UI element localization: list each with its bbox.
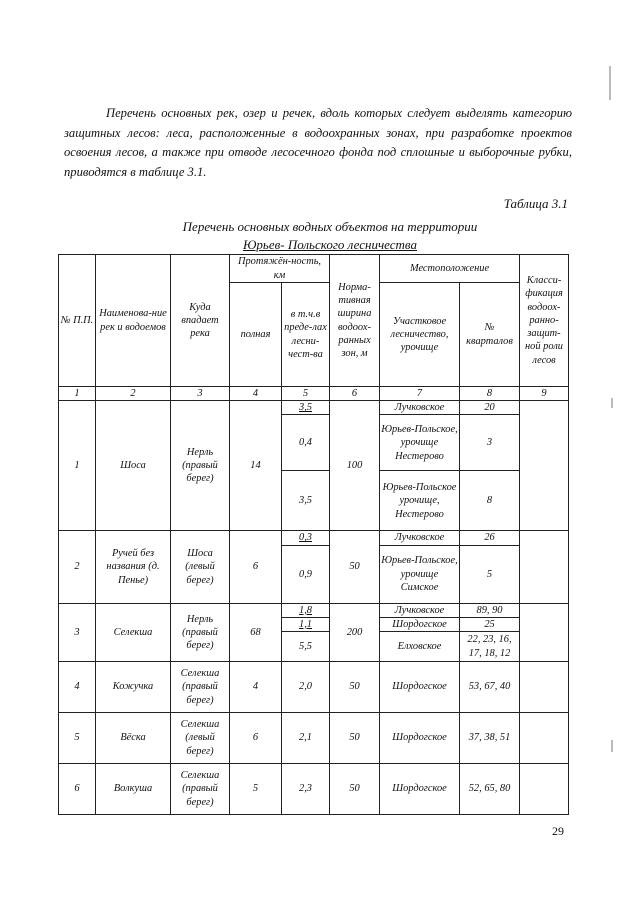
header-num: № П.П.: [59, 255, 96, 387]
row-width: 50: [330, 662, 380, 713]
header-classification: Класси-фикация водоох-ранно-защит-ной роли лесов: [520, 255, 569, 387]
col-number: 9: [520, 387, 569, 401]
row-quarters: 20: [460, 401, 520, 415]
row-num: 6: [59, 764, 96, 815]
row-length-forest: 2,1: [282, 713, 330, 764]
col-number: 5: [282, 387, 330, 401]
header-quarters: № кварталов: [460, 283, 520, 387]
row-quarters: 25: [460, 617, 520, 631]
col-number: 1: [59, 387, 96, 401]
header-length-full: полная: [230, 283, 282, 387]
row-district: Елховское: [380, 632, 460, 662]
header-district: Участковое лесничество, урочище: [380, 283, 460, 387]
row-width: 100: [330, 401, 380, 531]
water-bodies-table: [58, 254, 569, 815]
row-length-forest: 5,5: [282, 632, 330, 662]
row-classification: [520, 401, 569, 531]
row-district: Юрьев-Польское, урочище Симское: [380, 545, 460, 603]
row-outflow: Шоса (левый берег): [171, 531, 230, 603]
row-name: Волкуша: [96, 764, 171, 815]
page-number: 29: [552, 824, 564, 838]
row-width: 50: [330, 764, 380, 815]
row-outflow: Селекша (правый берег): [171, 764, 230, 815]
row-quarters: 5: [460, 545, 520, 603]
row-num: 4: [59, 662, 96, 713]
row-length-forest: 2,0: [282, 662, 330, 713]
row-quarters: 53, 67, 40: [460, 662, 520, 713]
row-district: Шордогское: [380, 662, 460, 713]
col-number: 7: [380, 387, 460, 401]
header-location: Местоположение: [380, 255, 520, 283]
header-name: Наименова-ние рек и водоемов: [96, 255, 171, 387]
row-quarters: 52, 65, 80: [460, 764, 520, 815]
row-length-full: 6: [230, 713, 282, 764]
col-number: 4: [230, 387, 282, 401]
row-length-forest: 3,5: [282, 471, 330, 531]
row-num: 3: [59, 603, 96, 661]
row-district: Лучковское: [380, 531, 460, 545]
row-length-forest: 1,1: [282, 617, 330, 631]
header-outflow: Куда впадает река: [171, 255, 230, 387]
row-district: Лучковское: [380, 603, 460, 617]
table-title-line: Юрьев- Польского лесничества: [243, 237, 417, 252]
row-length-full: 5: [230, 764, 282, 815]
row-width: 200: [330, 603, 380, 661]
col-number: 6: [330, 387, 380, 401]
row-length-forest: 0,4: [282, 415, 330, 471]
intro-paragraph: Перечень основных рек, озер и речек, вдоль которых следует выделять категорию защитных лесов: леса, расположенные в водоохранных зонах, при разработке проектов освоения лесов, а также при отводе лесосечного фонда под сплошные и выборочные рубки, приводятся в таблице 3.1.: [64, 106, 572, 179]
row-classification: [520, 764, 569, 815]
row-classification: [520, 662, 569, 713]
row-num: 1: [59, 401, 96, 531]
row-length-full: 4: [230, 662, 282, 713]
row-width: 50: [330, 531, 380, 603]
row-quarters: 3: [460, 415, 520, 471]
col-number: 8: [460, 387, 520, 401]
row-district: Юрьев-Польское урочище, Нестерово: [380, 471, 460, 531]
row-quarters: 22, 23, 16, 17, 18, 12: [460, 632, 520, 662]
row-length-forest: 2,3: [282, 764, 330, 815]
row-length-full: 68: [230, 603, 282, 661]
row-district: Шордогское: [380, 617, 460, 631]
row-district: Лучковское: [380, 401, 460, 415]
row-classification: [520, 713, 569, 764]
row-quarters: 26: [460, 531, 520, 545]
row-length-forest: 1,8: [282, 603, 330, 617]
row-outflow: Нерль (правый берег): [171, 401, 230, 531]
row-outflow: Нерль (правый берег): [171, 603, 230, 661]
table-title: [120, 218, 540, 254]
row-num: 5: [59, 713, 96, 764]
row-name: Ручей без названия (д. Пенье): [96, 531, 171, 603]
row-num: 2: [59, 531, 96, 603]
row-name: Вёска: [96, 713, 171, 764]
table-caption: Таблица 3.1: [503, 196, 568, 211]
table-title-line: Перечень основных водных объектов на территории: [182, 219, 478, 234]
row-district: Шордогское: [380, 764, 460, 815]
row-quarters: 8: [460, 471, 520, 531]
row-district: Юрьев-Польское, урочище Нестерово: [380, 415, 460, 471]
scan-mark: [609, 66, 611, 100]
header-length-forest: в т.ч.в преде-лах лесни-чест-ва: [282, 283, 330, 387]
row-length-forest: 0,3: [282, 531, 330, 545]
row-classification: [520, 603, 569, 661]
row-classification: [520, 531, 569, 603]
col-number: 2: [96, 387, 171, 401]
row-name: Шоса: [96, 401, 171, 531]
row-name: Кожучка: [96, 662, 171, 713]
row-quarters: 37, 38, 51: [460, 713, 520, 764]
col-number: 3: [171, 387, 230, 401]
row-district: Шордогское: [380, 713, 460, 764]
row-length-forest: 3,5: [282, 401, 330, 415]
row-length-full: 14: [230, 401, 282, 531]
scan-mark: [611, 398, 613, 408]
row-length-full: 6: [230, 531, 282, 603]
row-outflow: Селекша (левый берег): [171, 713, 230, 764]
header-width: Норма-тивная ширина водоох-ранных зон, м: [330, 255, 380, 387]
row-width: 50: [330, 713, 380, 764]
row-length-forest: 0,9: [282, 545, 330, 603]
row-name: Селекша: [96, 603, 171, 661]
row-outflow: Селекша (правый берег): [171, 662, 230, 713]
scan-mark: [611, 740, 613, 752]
header-length: Протяжён-ность, км: [230, 255, 330, 283]
row-quarters: 89, 90: [460, 603, 520, 617]
